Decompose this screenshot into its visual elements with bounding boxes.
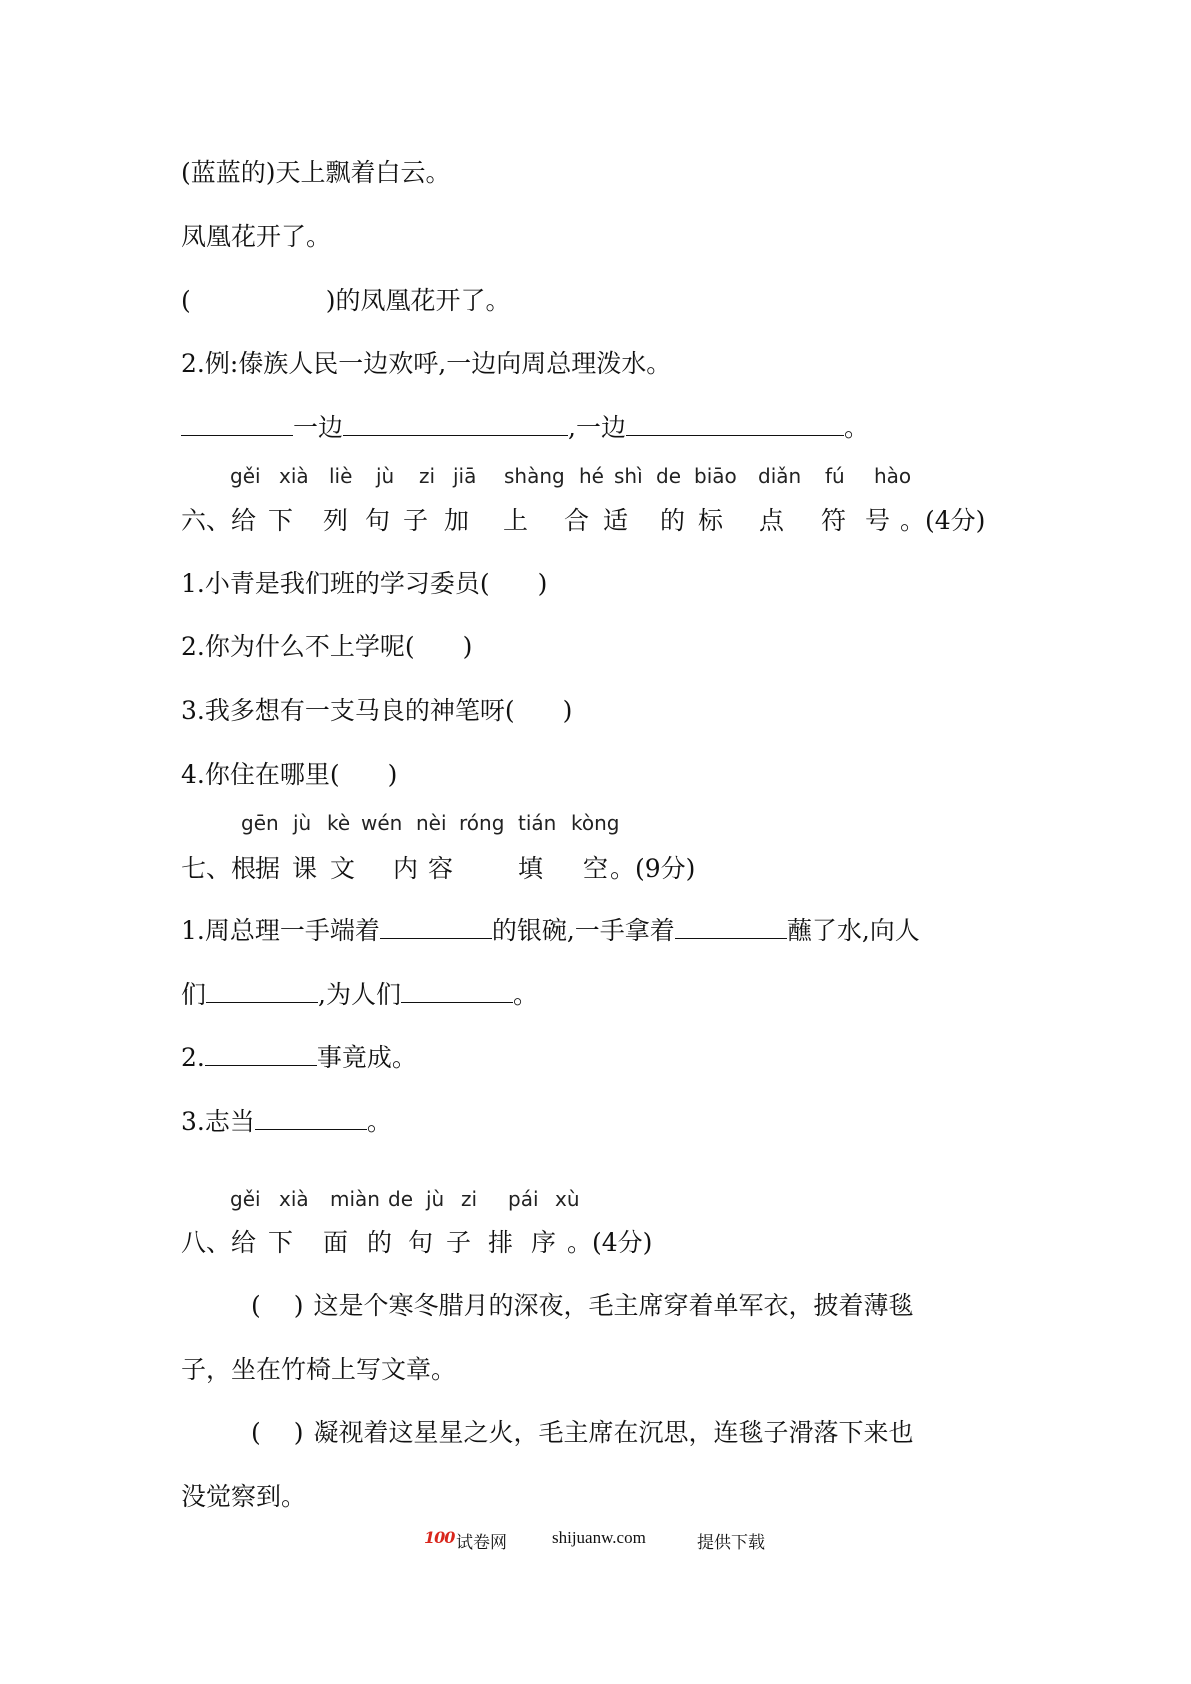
- question-text: 。: [512, 980, 538, 1009]
- heading-char: 句: [408, 1228, 434, 1257]
- fill-blank[interactable]: [343, 413, 568, 436]
- heading-char: 号: [865, 506, 891, 535]
- section-7-pinyin: [181, 810, 1041, 836]
- order-bracket[interactable]: ( ): [251, 1418, 304, 1447]
- item-text: 2.你为什么不上学呢(: [181, 632, 415, 661]
- question-text: 事竟成。: [316, 1043, 417, 1072]
- question-1-line-1: [181, 914, 920, 948]
- punctuation-item: [181, 694, 572, 728]
- item-text: 3.我多想有一支马良的神笔呀(: [181, 696, 515, 725]
- heading-score: 。(4分): [900, 506, 986, 535]
- heading-char: 课: [292, 854, 318, 883]
- fill-blank[interactable]: [181, 413, 293, 436]
- pinyin-syllable: gěi: [230, 464, 261, 488]
- blank-sentence-rest: )的凤凰花开了。: [325, 286, 511, 315]
- question-text: 们: [181, 980, 207, 1009]
- section-6-pinyin: [181, 463, 1041, 489]
- paragraph-text: 凝视着这星星之火，毛主席在沉思，连毯子滑落下来也: [313, 1418, 914, 1447]
- fill-blank[interactable]: [626, 413, 844, 436]
- heading-char: 据: [255, 854, 281, 883]
- item-close-paren: ): [387, 760, 398, 789]
- heading-char: 符: [821, 506, 847, 535]
- pinyin-syllable: zi: [461, 1187, 478, 1211]
- heading-char: 合: [564, 506, 590, 535]
- ordering-item-1-line-1: [251, 1289, 913, 1323]
- question-1-line-2: [181, 978, 538, 1012]
- question-text: 蘸了水,向人: [786, 916, 920, 945]
- example-sentence: (蓝蓝的)天上飘着白云。: [181, 158, 451, 187]
- ordering-item-1-line-2: 子，坐在竹椅上写文章。: [181, 1355, 457, 1384]
- pinyin-syllable: hào: [874, 464, 912, 488]
- pinyin-syllable: xù: [555, 1187, 580, 1211]
- heading-char: 的: [367, 1228, 393, 1257]
- heading-char: 点: [759, 506, 785, 535]
- question-text: 2.: [181, 1043, 205, 1072]
- word-yibian-1: 一边: [293, 413, 344, 442]
- heading-char: 句: [365, 506, 391, 535]
- heading-char: 下: [268, 506, 294, 535]
- punctuation-item: [181, 630, 472, 664]
- pinyin-syllable: de: [656, 464, 681, 488]
- footer-site[interactable]: shijuanw.com: [552, 1528, 646, 1547]
- pinyin-syllable: jù: [293, 811, 312, 835]
- pinyin-syllable: zi: [419, 464, 436, 488]
- paragraph-text: 这是个寒冬腊月的深夜，毛主席穿着单军衣，披着薄毯: [313, 1291, 914, 1320]
- question-text: 。: [366, 1107, 392, 1136]
- prompt-sentence: 凤凰花开了。: [181, 222, 332, 251]
- pinyin-syllable: shàng: [504, 464, 565, 488]
- pinyin-syllable: hé: [579, 464, 604, 488]
- heading-char: 七、根: [181, 854, 257, 883]
- fill-blank[interactable]: [255, 1107, 367, 1130]
- question-text: 的银碗,一手拿着: [491, 916, 675, 945]
- pinyin-syllable: jiā: [453, 464, 477, 488]
- heading-char: 八、给: [181, 1228, 257, 1257]
- heading-char: 六、给: [181, 506, 257, 535]
- item-close-paren: ): [462, 632, 473, 661]
- heading-char: 的: [660, 506, 686, 535]
- word-yibian-2: ,一边: [568, 413, 626, 442]
- question-2-example: 2.例:傣族人民一边欢呼,一边向周总理泼水。: [181, 349, 672, 378]
- heading-char: 子: [403, 506, 429, 535]
- section-8-pinyin: [181, 1186, 1041, 1212]
- pinyin-syllable: fú: [825, 464, 845, 488]
- heading-char: 空: [583, 854, 609, 883]
- pinyin-syllable: de: [388, 1187, 413, 1211]
- ordering-item-2-line-2: 没觉察到。: [181, 1482, 307, 1511]
- pinyin-syllable: nèi: [416, 811, 447, 835]
- pinyin-syllable: xià: [279, 1187, 309, 1211]
- section-6-heading: [181, 504, 1041, 538]
- heading-char: 序: [531, 1228, 557, 1257]
- punctuation-item: [181, 758, 397, 792]
- pinyin-syllable: liè: [329, 464, 353, 488]
- pinyin-syllable: shì: [614, 464, 643, 488]
- pinyin-syllable: pái: [508, 1187, 539, 1211]
- fill-blank[interactable]: [205, 1043, 317, 1066]
- question-2-fill: [181, 411, 869, 445]
- item-close-paren: ): [537, 569, 548, 598]
- question-text: 1.周总理一手端着: [181, 916, 380, 945]
- heading-char: 下: [268, 1228, 294, 1257]
- sentence-end: 。: [843, 413, 869, 442]
- ordering-item-2-line-1: [251, 1416, 913, 1450]
- pinyin-syllable: kòng: [571, 811, 620, 835]
- heading-char: 子: [446, 1228, 472, 1257]
- fill-blank[interactable]: [401, 980, 513, 1003]
- item-close-paren: ): [562, 696, 573, 725]
- pinyin-syllable: jù: [426, 1187, 445, 1211]
- item-text: 1.小青是我们班的学习委员(: [181, 569, 490, 598]
- heading-char: 面: [323, 1228, 349, 1257]
- punctuation-item: [181, 567, 547, 601]
- page-footer: [0, 1524, 1191, 1554]
- heading-char: 加: [444, 506, 470, 535]
- pinyin-syllable: jù: [376, 464, 395, 488]
- heading-char: 文: [330, 854, 356, 883]
- pinyin-syllable: xià: [279, 464, 309, 488]
- fill-blank[interactable]: [380, 916, 492, 939]
- question-text: 3.志当: [181, 1107, 255, 1136]
- pinyin-syllable: gěi: [230, 1187, 261, 1211]
- item-text: 4.你住在哪里(: [181, 760, 340, 789]
- heading-char: 填: [518, 854, 544, 883]
- question-text: ,为人们: [318, 980, 401, 1009]
- pinyin-syllable: wén: [361, 811, 403, 835]
- question-2: [181, 1041, 417, 1075]
- heading-char: 标: [698, 506, 724, 535]
- blank-sentence: [181, 284, 511, 318]
- heading-score: 。(9分): [610, 854, 696, 883]
- heading-char: 排: [488, 1228, 514, 1257]
- pinyin-syllable: kè: [327, 811, 351, 835]
- pinyin-syllable: miàn: [330, 1187, 380, 1211]
- pinyin-syllable: róng: [459, 811, 505, 835]
- heading-char: 上: [503, 506, 529, 535]
- site-logo: 100: [424, 1528, 455, 1547]
- pinyin-syllable: tián: [518, 811, 557, 835]
- order-bracket[interactable]: ( ): [251, 1291, 304, 1320]
- fill-blank[interactable]: [206, 980, 318, 1003]
- section-8-heading: [181, 1226, 1041, 1260]
- fill-blank[interactable]: [675, 916, 787, 939]
- section-7-heading: [181, 852, 1041, 886]
- question-3: [181, 1105, 392, 1139]
- blank-open-paren: (: [181, 286, 191, 315]
- heading-char: 列: [323, 506, 349, 535]
- heading-char: 内: [393, 854, 419, 883]
- footer-note: 提供下载: [697, 1533, 765, 1552]
- heading-char: 容: [428, 854, 454, 883]
- pinyin-syllable: gēn: [241, 811, 279, 835]
- pinyin-syllable: diǎn: [758, 464, 802, 488]
- footer-brand: 试卷网: [456, 1533, 507, 1552]
- heading-score: 。(4分): [567, 1228, 653, 1257]
- pinyin-syllable: biāo: [694, 464, 737, 488]
- heading-char: 适: [603, 506, 629, 535]
